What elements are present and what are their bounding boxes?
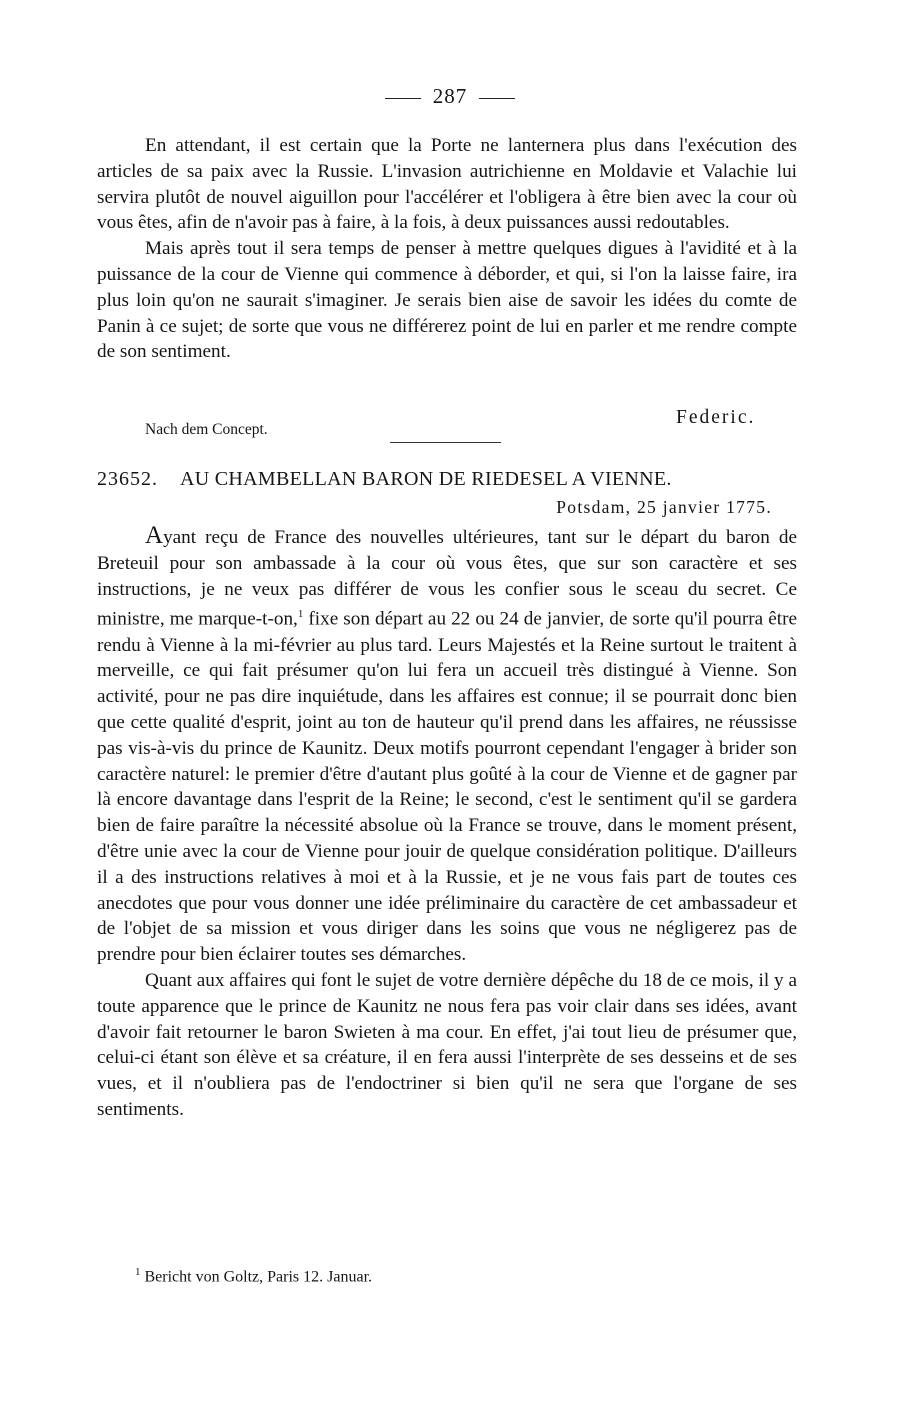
page-header <box>0 84 900 109</box>
header-dash-left <box>385 98 421 99</box>
source-note: Nach dem Concept. <box>145 421 268 438</box>
paragraph: En attendant, il est certain que la Porte ne lanternera plus dans l'exécution des articles de sa paix avec la Russie. L'invasion autrichienne en Moldavie et Valachie lui servira plutôt de nouvel aiguillon pour l'accélérer et l'obligera à être bien avec la cour où vous êtes, afin de n'avoir pas à faire, à la fois, à deux puissances aussi redoutables. <box>97 135 797 234</box>
letter-number: 23652. <box>97 468 158 490</box>
letter-heading <box>97 468 797 491</box>
signature: Federic. <box>676 407 756 428</box>
footnote-reference: 1 <box>297 608 304 621</box>
previous-letter-body <box>97 133 797 365</box>
paragraph: Quant aux affaires qui font le sujet de votre dernière dépêche du 18 de ce mois, il y a toute apparence que le prince de Kaunitz ne nous fera pas voir clair dans ses idées, avant d'avoir fait retourner le baron Swieten à ma cour. En effet, j'ai tout lieu de présumer que, celui-ci étant son élève et sa créature, il en fera aussi l'interprète de ses desseins et de ses vues, et il n'oubliera pas de l'endoctriner si bien qu'il ne sera que l'organe de ses sentiments. <box>97 969 797 1120</box>
paragraph: Mais après tout il sera temps de penser à mettre quelques digues à l'avidité et à la puissance de la cour de Vienne qui commence à déborder, et qui, si l'on la laisse faire, ira plus loin qu'on ne saurait s'imaginer. Je serais bien aise de savoir les idées du comte de Panin à ce sujet; de sorte que vous ne différerez point de lui en parler et me rendre compte de son sentiment. <box>97 238 797 363</box>
paragraph <box>97 522 797 968</box>
paragraph-text: fixe son départ au 22 ou 24 de janvier, de sorte qu'il pourra être rendu à Vienne à la mi-février au plus tard. Leurs Majestés et la Reine surtout le traitent à merveille, ce qui fait présumer qu'on lui fera un accueil très distingué à Vienne. Son activité, pour ne pas dire inquiétude, dans les affaires est connue; il se pourrait donc bien que cette qualité d'esprit, joint au ton de hauteur qu'il prend dans les affaires, ne réussisse pas vis-à-vis du prince de Kaunitz. Deux motifs pourront cependant l'engager à brider son caractère naturel: le premier d'être d'autant plus goûté à la cour de Vienne et de gagner par là encore davantage dans l'esprit de la Reine; le second, c'est le sentiment qu'il se gardera bien de faire paraître la nécessité absolue où la France se trouve, dans le moment présent, d'être unie avec la cour de Vienne pour jouir de quelque considération politique. D'ailleurs il a des instructions relatives à moi et à la Russie, et je ne vous fais part de toutes ces anecdotes que pour vous donner une idée préliminaire du caractère de cet ambassadeur et de l'objet de sa mission et vous diriger dans les soins que vous ne négligerez pas de prendre pour bien éclairer toutes ses démarches. <box>97 608 797 966</box>
footnote-text: Bericht von Goltz, Paris 12. Januar. <box>144 1268 373 1286</box>
letter-body <box>97 522 797 1123</box>
footnote-marker: 1 <box>135 1266 141 1278</box>
header-dash-right <box>479 98 515 99</box>
initial-letter: A <box>145 522 164 549</box>
footnote <box>135 1266 372 1286</box>
paragraph-text: yant reçu de France des nouvelles ultérieures, tant sur le départ du baron de Breteuil pour son ambassade à la cour où vous êtes, que sur son caractère et ses instructions, je ne veux pas différer de vous les confier sous le sceau du secret. Ce ministre, me marque-t-on, <box>97 527 797 630</box>
page-number: 287 <box>432 84 468 108</box>
letter-title: AU CHAMBELLAN BARON DE RIEDESEL A VIENNE. <box>180 468 672 490</box>
section-divider <box>390 442 501 443</box>
letter-place-date: Potsdam, 25 janvier 1775. <box>556 497 772 517</box>
